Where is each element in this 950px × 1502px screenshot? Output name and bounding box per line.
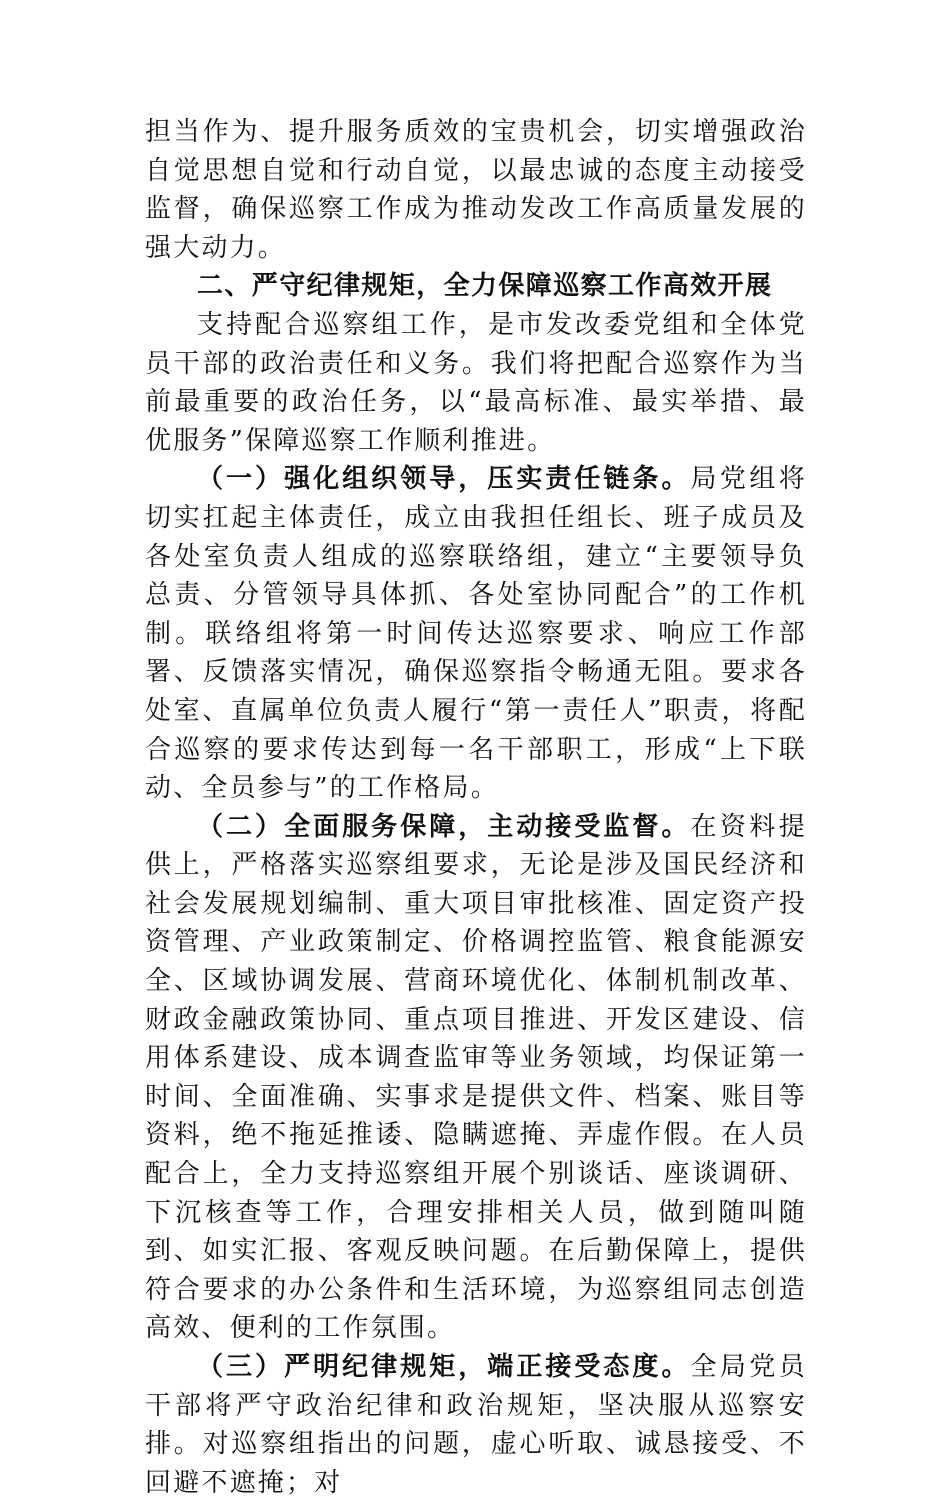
section-heading: 二、严守纪律规矩，全力保障巡察工作高效开展 (197, 271, 773, 302)
item-body-1: 局党组将切实扛起主体责任，成立由我担任组长、班子成员及各处室负责人组成的巡察联络组，建立“主要领导负总责、分管领导具体抓、各处室协同配合”的工作机制。联络组将第一时间传达巡察要求、响应工作部署、反馈落实情况，确保巡察指令畅通无阻。要求各处室、直属单位负责人履行“第一责任人”职责，将配合巡察的要求传达到每一名干部职工，形成“上下联动、全员参与”的工作格局。 (145, 464, 807, 804)
item-title-2: （二）全面服务保障，主动接受监督。 (197, 811, 691, 842)
item-paragraph-2 (145, 808, 807, 1348)
item-body-2: 在资料提供上，严格落实巡察组要求，无论是涉及国民经济和社会发展规划编制、重大项目审批核准、固定资产投资管理、产业政策制定、价格调控监管、粮食能源安全、区域协调发展、营商环境优化、体制机制改革、财政金融政策协同、重点项目推进、开发区建设、信用体系建设、成本调查监审等业务领域，均保证第一时间、全面准确、实事求是提供文件、档案、账目等资料，绝不拖延推诿、隐瞒遮掩、弄虚作假。在人员配合上，全力支持巡察组开展个别谈话、座谈调研、下沉核查等工作，合理安排相关人员，做到随叫随到、如实汇报、客观反映问题。在后勤保障上，提供符合要求的办公条件和生活环境，为巡察组同志创造高效、便利的工作氛围。 (145, 811, 807, 1344)
item-paragraph-1 (145, 460, 807, 807)
item-title-3: （三）严明纪律规矩，端正接受态度。 (197, 1352, 691, 1382)
item-body-3: 全局党员干部将严守政治纪律和政治规矩，坚决服从巡察安排。对巡察组指出的问题，虚心听取、诚恳接受、不回避不遮掩；对 (145, 1352, 807, 1498)
section-intro-paragraph: 支持配合巡察组工作，是市发改委党组和全体党员干部的政治责任和义务。我们将把配合巡察作为当前最重要的政治任务，以“最高标准、最实举措、最优服务”保障巡察工作顺利推进。 (145, 309, 807, 456)
item-paragraph-3 (145, 1348, 807, 1502)
paragraph-continuation: 担当作为、提升服务质效的宝贵机会，切实增强政治自觉思想自觉和行动自觉，以最忠诚的态度主动接受监督，确保巡察工作成为推动发改工作高质量发展的强大动力。 (145, 117, 807, 263)
document-page (145, 113, 807, 1502)
item-title-1: （一）强化组织领导，压实责任链条。 (197, 464, 691, 495)
